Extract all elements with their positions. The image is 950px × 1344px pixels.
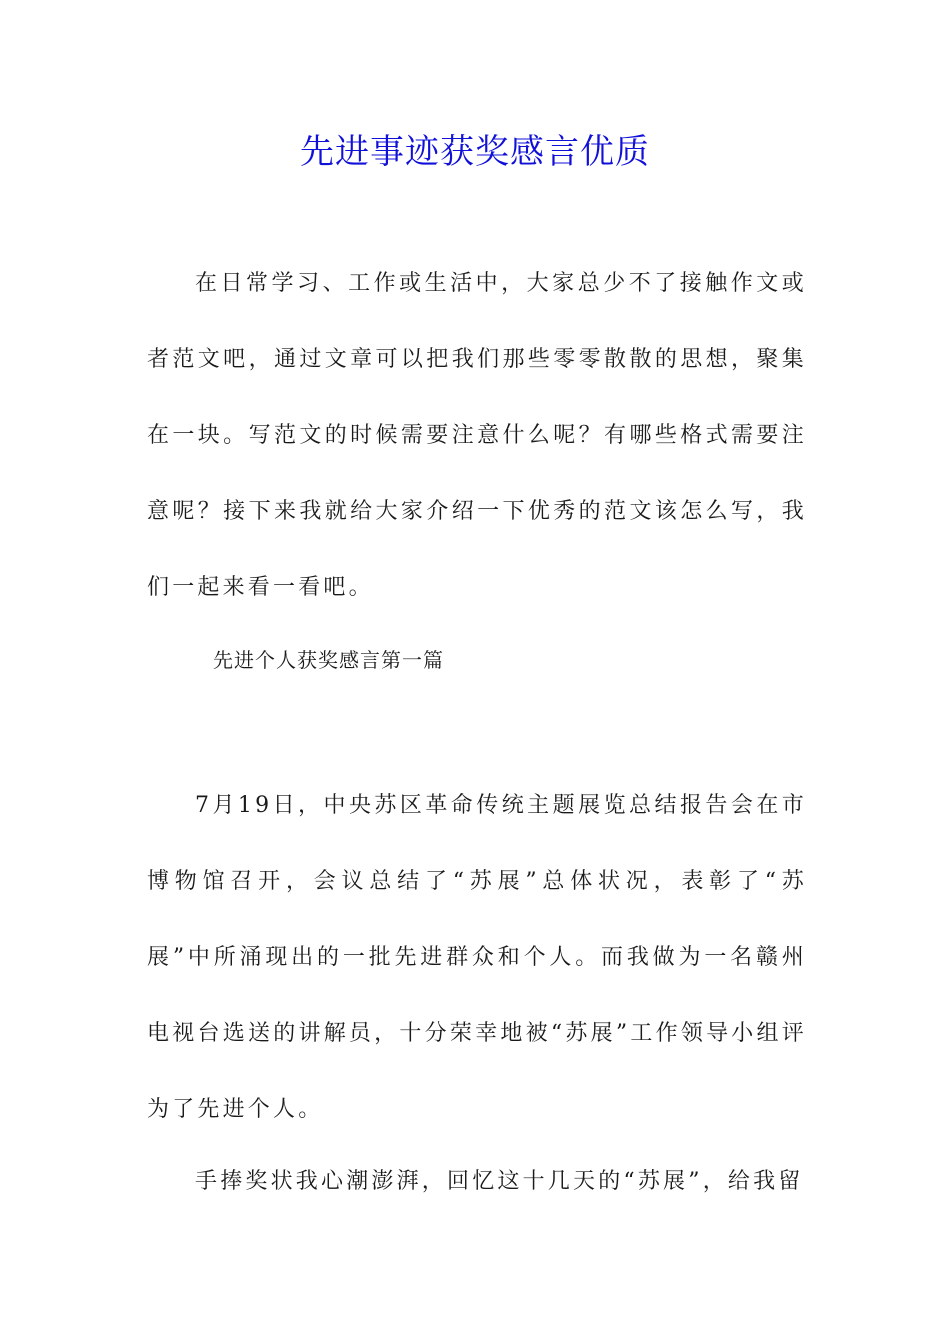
section-heading: 先进个人获奖感言第一篇 xyxy=(213,648,444,672)
document-title: 先进事迹获奖感言优质 xyxy=(300,132,650,172)
intro-paragraph: 在日常学习、工作或生活中，大家总少不了接触作文或者范文吧，通过文章可以把我们那些零零散散的思想，聚集在一块。写范文的时候需要注意什么呢？有哪些格式需要注意呢？接下来我就给大家介绍一下优秀的范文该怎么写，我们一起来看一看吧。 xyxy=(147,271,807,600)
body-paragraph-1: 7月19日，中央苏区革命传统主题展览总结报告会在市博物馆召开，会议总结了“苏展”总体状况，表彰了“苏展”中所涌现出的一批先进群众和个人。而我做为一名赣州电视台选送的讲解员，十分荣幸地被“苏展”工作领导小组评为了先进个人。 xyxy=(147,793,807,1122)
body-paragraph-2: 手捧奖状我心潮澎湃，回忆这十几天的“苏展”，给我留 xyxy=(195,1169,804,1194)
